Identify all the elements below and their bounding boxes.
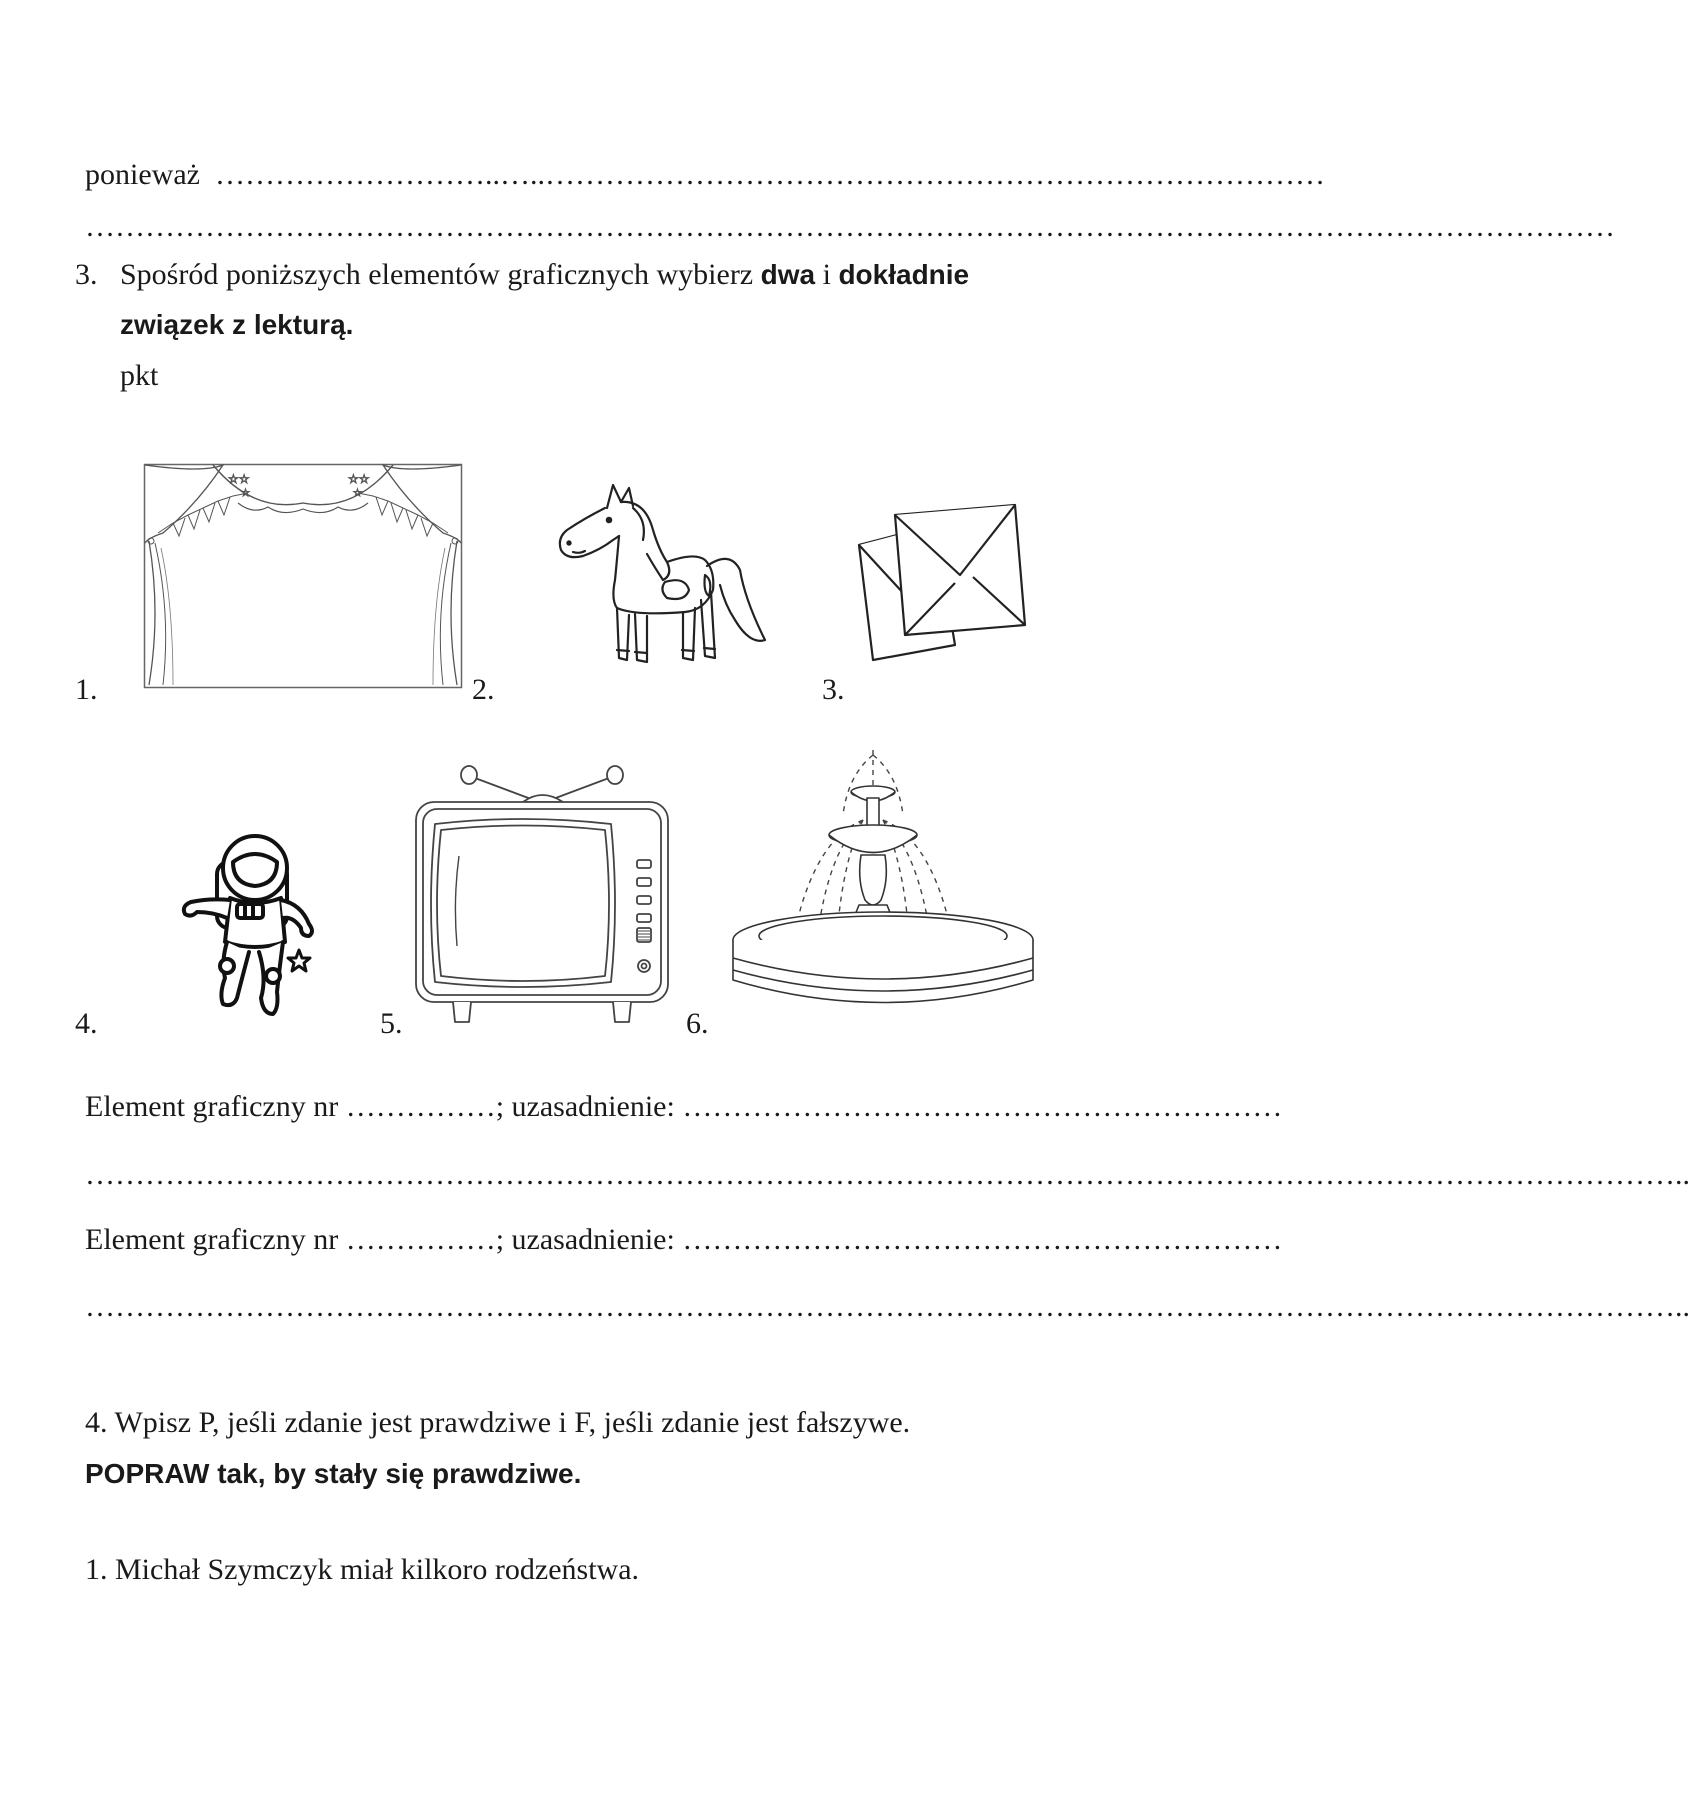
envelopes-icon [855,505,1080,665]
task3-text-a: Spośród poniższych elementów graficznych wybierz [120,258,754,291]
task3-instruction-line2: związek z lekturą. [120,309,354,340]
svg-text:☆: ☆ [241,488,250,499]
answer1-separator: ; uzasadnienie: [495,1090,675,1123]
task4-item-1: 1. Michał Szymczyk miał kilkoro rodzeństwa. [85,1553,640,1586]
line-ponieważ-label: ponieważ [85,158,200,191]
answer2-row [85,1225,1282,1255]
answer2-label: Element graficzny nr [85,1223,339,1256]
svg-text:☆: ☆ [353,488,362,499]
answer1-row [85,1092,1282,1122]
astronaut-icon [175,832,325,1022]
task4-number: 4. [85,1406,108,1439]
answer1-label: Element graficzny nr [85,1090,339,1123]
image-number-1: 1. [75,673,98,706]
horse-icon [555,480,775,680]
answer2-line2-dots[interactable]: …………………………………………………………………………………………………………………………………………….. [85,1290,1690,1323]
task4-instruction-line2: POPRAW tak, by stały się prawdziwe. [85,1458,582,1489]
image-number-5: 5. [380,1007,403,1040]
task4-instruction [85,1408,910,1438]
task3-number: 3. [75,258,98,291]
theater-stage-icon [143,463,463,689]
task3-text-dokladnie: dokładnie [838,259,970,290]
answer2-number-blank[interactable]: …………… [345,1223,496,1256]
task3-text-dwa: dwa [760,259,816,290]
task3-points: pkt [120,359,159,392]
task3-instruction [120,260,969,290]
answer1-justification-dots[interactable]: …………………………………………………… [682,1090,1283,1123]
answer1-line2-dots[interactable]: …………………………………………………………………………………………………………………………………………….. [85,1158,1690,1191]
answer2-justification-dots[interactable]: …………………………………………………… [682,1223,1283,1256]
image-number-4: 4. [75,1007,98,1040]
svg-text:☆☆: ☆☆ [228,472,250,486]
answer-dots-line-1: ………………………..…..…………………………………………………………………… [215,158,1325,191]
svg-text:☆☆: ☆☆ [348,472,370,486]
task3-text-i: i [822,258,831,291]
answer-dots-line-2: ……………………………………………………………………………………………………………………………………… [85,210,1615,243]
retro-tv-icon [413,760,673,1030]
image-number-6: 6. [686,1007,709,1040]
image-number-3: 3. [822,673,845,706]
answer1-number-blank[interactable]: …………… [345,1090,496,1123]
answer2-separator: ; uzasadnienie: [495,1223,675,1256]
image-number-2: 2. [472,673,495,706]
fountain-icon [733,740,1080,1020]
task4-text-a: Wpisz P, jeśli zdanie jest prawdziwe i F, jeśli zdanie jest fałszywe. [114,1406,911,1439]
